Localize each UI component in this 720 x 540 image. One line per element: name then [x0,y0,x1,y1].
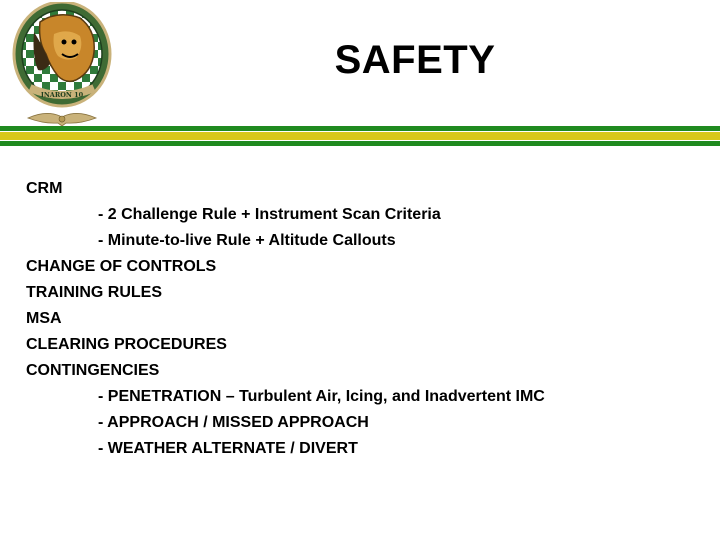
naval-wings-icon [28,113,96,126]
outline-subitem: - WEATHER ALTERNATE / DIVERT [98,440,358,457]
logo-ring-text: INARON 10 [40,91,84,99]
safety-outline [26,176,706,462]
outline-item: MSA [26,310,62,327]
outline-subitem: - Minute-to-live Rule + Altitude Callouts [98,232,396,249]
outline-subitem: - PENETRATION – Turbulent Air, Icing, and Inadvertent IMC [98,388,545,405]
outline-item: CLEARING PROCEDURES [26,336,227,353]
outline-item: TRAINING RULES [26,284,162,301]
outline-item: CRM [26,180,63,197]
page-title: SAFETY [334,38,496,82]
header-divider-stripes [0,126,720,148]
green-stripe [0,141,720,146]
green-stripe [0,126,720,131]
outline-subitem: - 2 Challenge Rule + Instrument Scan Criteria [98,206,441,223]
outline-item: CONTINGENCIES [26,362,160,379]
yellow-stripe [0,132,720,140]
outline-item: CHANGE OF CONTROLS [26,258,217,275]
outline-subitem: - APPROACH / MISSED APPROACH [98,414,369,431]
squadron-logo [10,2,114,132]
